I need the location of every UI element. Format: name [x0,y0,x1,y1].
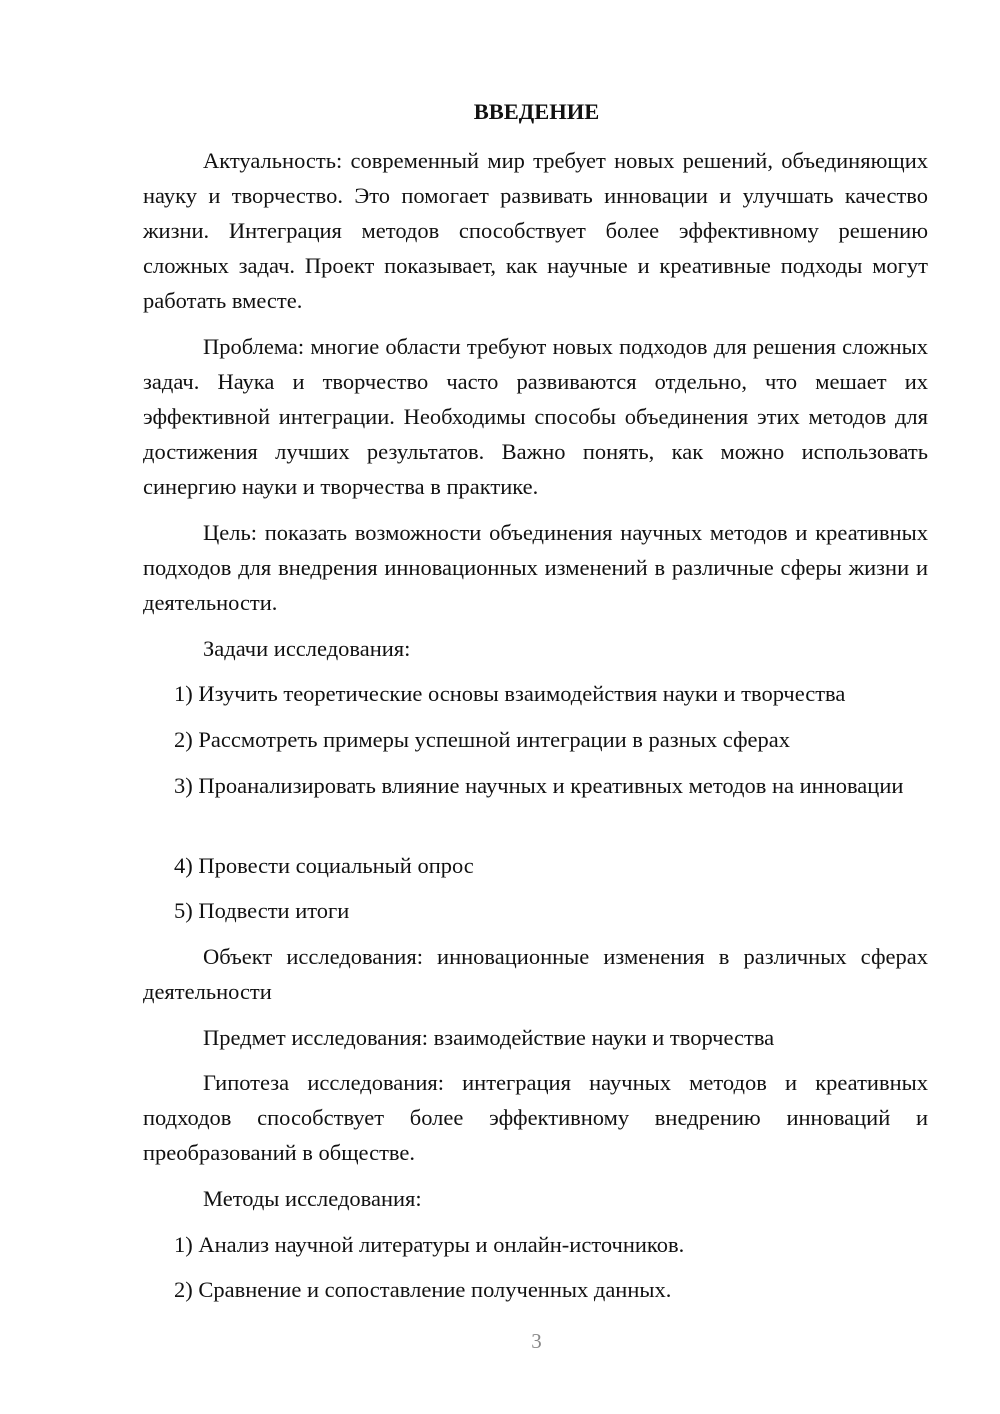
list-item: 1) Изучить теоретические основы взаимодействия науки и творчества [174,681,846,706]
paragraph-problem: Проблема: многие области требуют новых подходов для решения сложных задач. Наука и творчество часто развиваются отдельно, что мешает их эффективной интеграции. Необходимы способы объединения этих методов для достижения лучших результатов. Важно понять, как можно использовать синергию науки и творчества в практике. [143,334,928,499]
hypothesis-block [143,1065,928,1170]
page-number: 3 [531,1329,542,1353]
tasks-item-3-block [143,768,928,803]
goal-block [143,515,928,620]
methods-item-1-block [143,1227,928,1262]
methods-title: Методы исследования: [203,1186,422,1211]
tasks-item-1-block [143,676,928,711]
tasks-item-2-block [143,722,928,757]
subject-block [143,1020,928,1055]
tasks-item-4-block [143,848,928,883]
methods-item-2-block [143,1272,928,1307]
list-item: 2) Сравнение и сопоставление полученных данных. [174,1277,672,1302]
list-item: 3) Проанализировать влияние научных и креативных методов на инновации [174,773,904,798]
list-item: 5) Подвести итоги [174,898,350,923]
tasks-item-5-block [143,893,928,928]
object-block [143,939,928,1009]
list-item: 2) Рассмотреть примеры успешной интеграции в разных сферах [174,727,791,752]
paragraph-actuality: Актуальность: современный мир требует новых решений, объединяющих науку и творчество. Это помогает развивать инновации и улучшать качество жизни. Интеграция методов способствует более эффективному решению сложных задач. Проект показывает, как научные и креативные подходы могут работать вместе. [143,148,928,313]
paragraph-subject: Предмет исследования: взаимодействие науки и творчества [203,1025,775,1050]
methods-title-block [143,1181,928,1216]
paragraph-goal: Цель: показать возможности объединения научных методов и креативных подходов для внедрения инновационных изменений в различные сферы жизни и деятельности. [143,520,928,615]
tasks-title-block [143,631,928,666]
list-item: 4) Провести социальный опрос [174,853,474,878]
problem-block [143,329,928,504]
page-title: ВВЕДЕНИЕ [473,99,600,124]
actuality-block [143,143,928,318]
tasks-title: Задачи исследования: [203,636,411,661]
paragraph-hypothesis: Гипотеза исследования: интеграция научных методов и креативных подходов способствует более эффективному внедрению инноваций и преобразований в обществе. [143,1070,928,1165]
list-item: 1) Анализ научной литературы и онлайн-источников. [174,1232,685,1257]
paragraph-object: Объект исследования: инновационные изменения в различных сферах деятельности [143,944,928,1004]
